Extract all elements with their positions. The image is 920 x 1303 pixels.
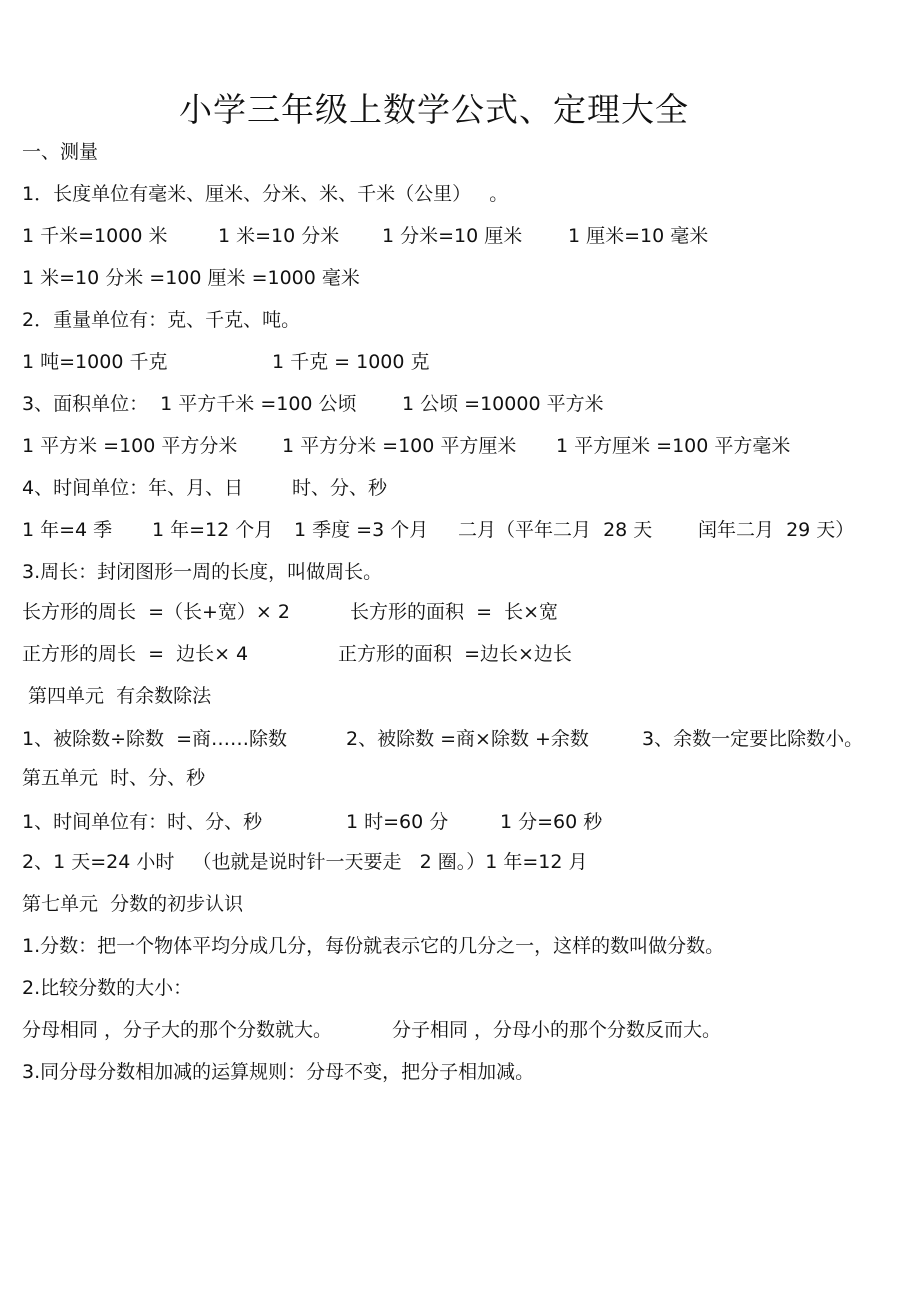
text-segment: 闰年二月 29 天） — [698, 519, 855, 541]
text-segment: 2．重量单位有：克、千克、吨。 — [22, 309, 301, 331]
text-segment: 正方形的周长 = 边长× 4 — [22, 643, 249, 665]
text-segment: 1 时=60 分 — [346, 811, 449, 833]
text-segment: 分子相同 ，分母小的那个分数反而大。 — [392, 1019, 722, 1041]
text-segment: 1 年=12 个月 — [152, 519, 274, 541]
text-segment: 长方形的周长 =（长+宽）× 2 — [22, 601, 290, 623]
text-segment: 1 平方分米 =100 平方厘米 — [282, 435, 517, 457]
text-segment: 1 千米=1000 米 — [22, 225, 168, 247]
text-segment: 长方形的面积 = 长×宽 — [350, 601, 558, 623]
text-segment: 1．长度单位有毫米、厘米、分米、米、千米（公里） 。 — [22, 183, 509, 205]
text-segment: 3、余数一定要比除数小。 — [642, 728, 864, 750]
text-segment: 1 季度 =3 个月 — [294, 519, 429, 541]
text-segment: 3.同分母分数相加减的运算规则：分母不变，把分子相加减。 — [22, 1061, 535, 1083]
page-title: 小学三年级上数学公式、定理大全 — [179, 90, 689, 129]
text-segment: 第四单元 有余数除法 — [22, 685, 212, 707]
text-segment: 2、被除数 =商×除数 +余数 — [346, 728, 589, 750]
text-segment: 二月（平年二月 28 天 — [458, 519, 653, 541]
text-segment: 2、1 天=24 小时 （也就是说时针一天要走 2 圈。）1 年=12 月 — [22, 851, 588, 873]
text-segment: 1 平方米 =100 平方分米 — [22, 435, 238, 457]
text-segment: 1 千克 = 1000 克 — [272, 351, 430, 373]
text-segment: 3.周长：封闭图形一周的长度，叫做周长。 — [22, 561, 383, 583]
text-segment: 4、时间单位：年、月、日 — [22, 477, 244, 499]
text-segment: 一、测量 — [22, 141, 99, 163]
text-segment: 1 分=60 秒 — [500, 811, 603, 833]
text-segment: 1 米=10 分米 — [218, 225, 340, 247]
text-segment: 1 米=10 分米 =100 厘米 =1000 毫米 — [22, 267, 360, 289]
text-segment: 3、面积单位： 1 平方千米 =100 公顷 — [22, 393, 357, 415]
text-segment: 1 平方厘米 =100 平方毫米 — [556, 435, 791, 457]
text-segment: 时、分、秒 — [292, 477, 388, 499]
text-segment: 1 年=4 季 — [22, 519, 113, 541]
text-segment: 2.比较分数的大小： — [22, 977, 193, 999]
text-segment: 1、被除数÷除数 =商……除数 — [22, 728, 288, 750]
text-segment: 第七单元 分数的初步认识 — [22, 893, 244, 915]
text-segment: 1.分数：把一个物体平均分成几分，每份就表示它的几分之一，这样的数叫做分数。 — [22, 935, 725, 957]
text-segment: 1 公顷 =10000 平方米 — [402, 393, 604, 415]
text-segment: 1 吨=1000 千克 — [22, 351, 168, 373]
text-segment: 1 分米=10 厘米 — [382, 225, 523, 247]
text-segment: 正方形的面积 =边长×边长 — [338, 643, 572, 665]
text-segment: 1 厘米=10 毫米 — [568, 225, 709, 247]
text-segment: 第五单元 时、分、秒 — [22, 767, 206, 789]
text-segment: 1、时间单位有：时、分、秒 — [22, 811, 263, 833]
text-segment: 分母相同 ，分子大的那个分数就大。 — [22, 1019, 333, 1041]
fraction-addition-rule-line — [22, 1060, 535, 1132]
